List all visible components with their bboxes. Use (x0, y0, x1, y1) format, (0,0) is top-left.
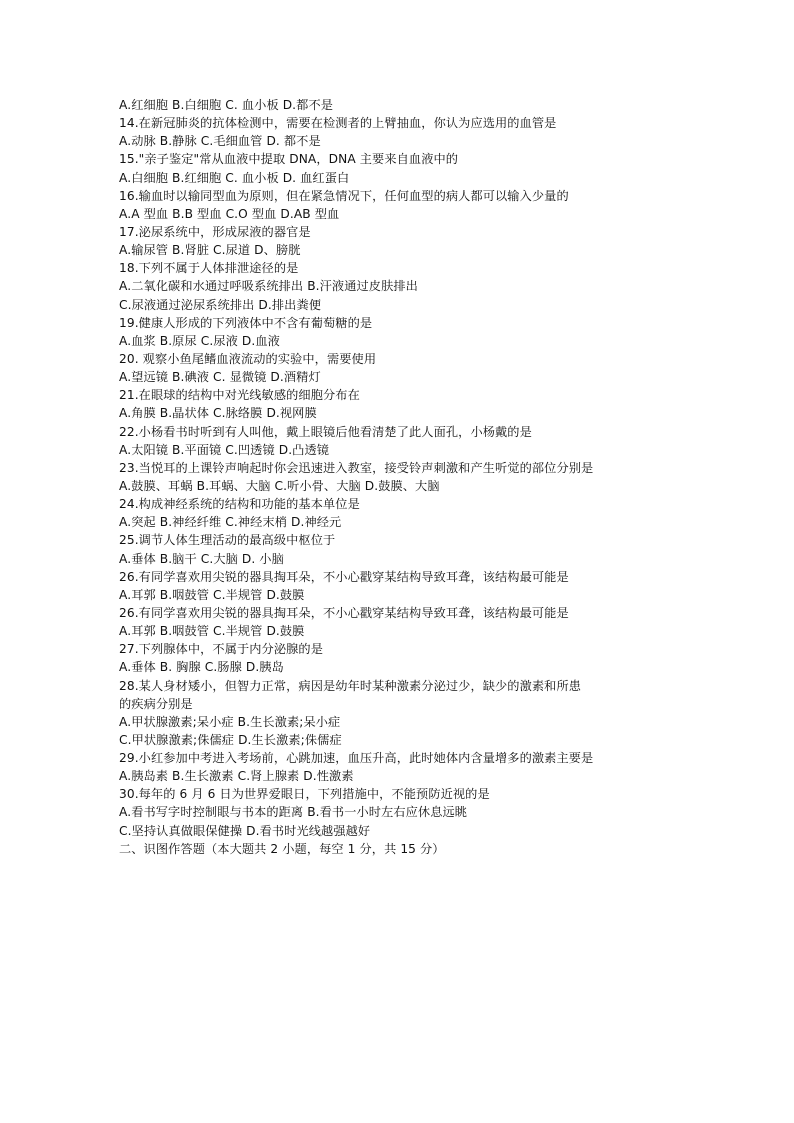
q15-options: A.白细胞 B.红细胞 C. 血小板 D. 血红蛋白 (119, 170, 350, 185)
q28-options-1: A.甲状腺激素;呆小症 B.生长激素;呆小症 (119, 714, 341, 729)
q26-stem: 26.有同学喜欢用尖锐的器具掏耳朵，不小心戳穿某结构导致耳聋，该结构最可能是 (119, 569, 569, 584)
q29-stem: 29.小红参加中考进入考场前，心跳加速，血压升高，此时她体内含量增多的激素主要是 (119, 751, 594, 766)
q28-stem: 28.某人身材矮小，但智力正常，病因是幼年时某种激素分泌过少，缺少的激素和所患 (119, 678, 582, 693)
q27-options: A.垂体 B. 胸腺 C.肠腺 D.胰岛 (119, 660, 284, 675)
q18-options-2: C.尿液通过泌尿系统排出 D.排出粪便 (119, 297, 322, 312)
q19-stem: 19.健康人形成的下列液体中不含有葡萄糖的是 (119, 315, 373, 330)
q24-stem: 24.构成神经系统的结构和功能的基本单位是 (119, 497, 360, 512)
q14-options: A.动脉 B.静脉 C.毛细血管 D. 都不是 (119, 134, 321, 149)
q26-stem-duplicate: 26.有同学喜欢用尖锐的器具掏耳朵，不小心戳穿某结构导致耳聋，该结构最可能是 (119, 605, 569, 620)
q28-options-2: C.甲状腺激素;侏儒症 D.生长激素;侏儒症 (119, 732, 342, 747)
q30-stem: 30.每年的 6 月 6 日为世界爱眼日，下列措施中，不能预防近视的是 (119, 787, 490, 802)
q17-stem: 17.泌尿系统中，形成尿液的器官是 (119, 224, 311, 239)
q26-options: A.耳郭 B.咽鼓管 C.半规管 D.鼓膜 (119, 587, 305, 602)
q15-stem: 15."亲子鉴定"常从血液中提取 DNA，DNA 主要来自血液中的 (119, 152, 459, 167)
q18-options-1: A.二氧化碳和水通过呼吸系统排出 B.汗液通过皮肤排出 (119, 279, 418, 294)
q30-options-1: A.看书写字时控制眼与书本的距离 B.看书一小时左右应休息远眺 (119, 805, 468, 820)
q23-stem: 23.当悦耳的上课铃声响起时你会迅速进入教室，接受铃声刺激和产生听觉的部位分别是 (119, 460, 594, 475)
q30-options-2: C.坚持认真做眼保健操 D.看书时光线越强越好 (119, 823, 371, 838)
q22-options: A.太阳镜 B.平面镜 C.凹透镜 D.凸透镜 (119, 442, 330, 457)
q18-stem: 18.下列不属于人体排泄途径的是 (119, 261, 299, 276)
q26-options-duplicate: A.耳郭 B.咽鼓管 C.半规管 D.鼓膜 (119, 624, 305, 639)
q27-stem: 27.下列腺体中，不属于内分泌腺的是 (119, 642, 323, 657)
q16-options: A.A 型血 B.B 型血 C.O 型血 D.AB 型血 (119, 206, 340, 221)
q23-options: A.鼓膜、耳蜗 B.耳蜗、大脑 C.听小骨、大脑 D.鼓膜、大脑 (119, 478, 440, 493)
q13-options: A.红细胞 B.白细胞 C. 血小板 D.都不是 (119, 98, 334, 112)
q22-stem: 22.小杨看书时听到有人叫他，戴上眼镜后他看清楚了此人面孔，小杨戴的是 (119, 424, 532, 439)
q28-stem-continued: 的疾病分别是 (119, 696, 193, 711)
q29-options: A.胰岛素 B.生长激素 C.肾上腺素 D.性激素 (119, 769, 354, 784)
q21-options: A.角膜 B.晶状体 C.脉络膜 D.视网膜 (119, 406, 317, 421)
q25-stem: 25.调节人体生理活动的最高级中枢位于 (119, 533, 336, 548)
q21-stem: 21.在眼球的结构中对光线敏感的细胞分布在 (119, 388, 360, 403)
exam-page (119, 96, 679, 858)
q17-options: A.输尿管 B.肾脏 C.尿道 D、膀胱 (119, 243, 301, 258)
q24-options: A.突起 B.神经纤维 C.神经末梢 D.神经元 (119, 515, 342, 530)
section-heading: 二、识图作答题（本大题共 2 小题，每空 1 分，共 15 分） (119, 841, 445, 856)
q14-stem: 14.在新冠肺炎的抗体检测中，需要在检测者的上臂抽血，你认为应选用的血管是 (119, 116, 557, 131)
q16-stem: 16.输血时以输同型血为原则，但在紧急情况下，任何血型的病人都可以输入少量的 (119, 188, 569, 203)
q25-options: A.垂体 B.脑干 C.大脑 D. 小脑 (119, 551, 284, 566)
q20-stem: 20. 观察小鱼尾鳍血液流动的实验中，需要使用 (119, 351, 377, 366)
q19-options: A.血浆 B.原尿 C.尿液 D.血液 (119, 333, 280, 348)
q20-options: A.望远镜 B.碘液 C. 显微镜 D.酒精灯 (119, 370, 321, 385)
